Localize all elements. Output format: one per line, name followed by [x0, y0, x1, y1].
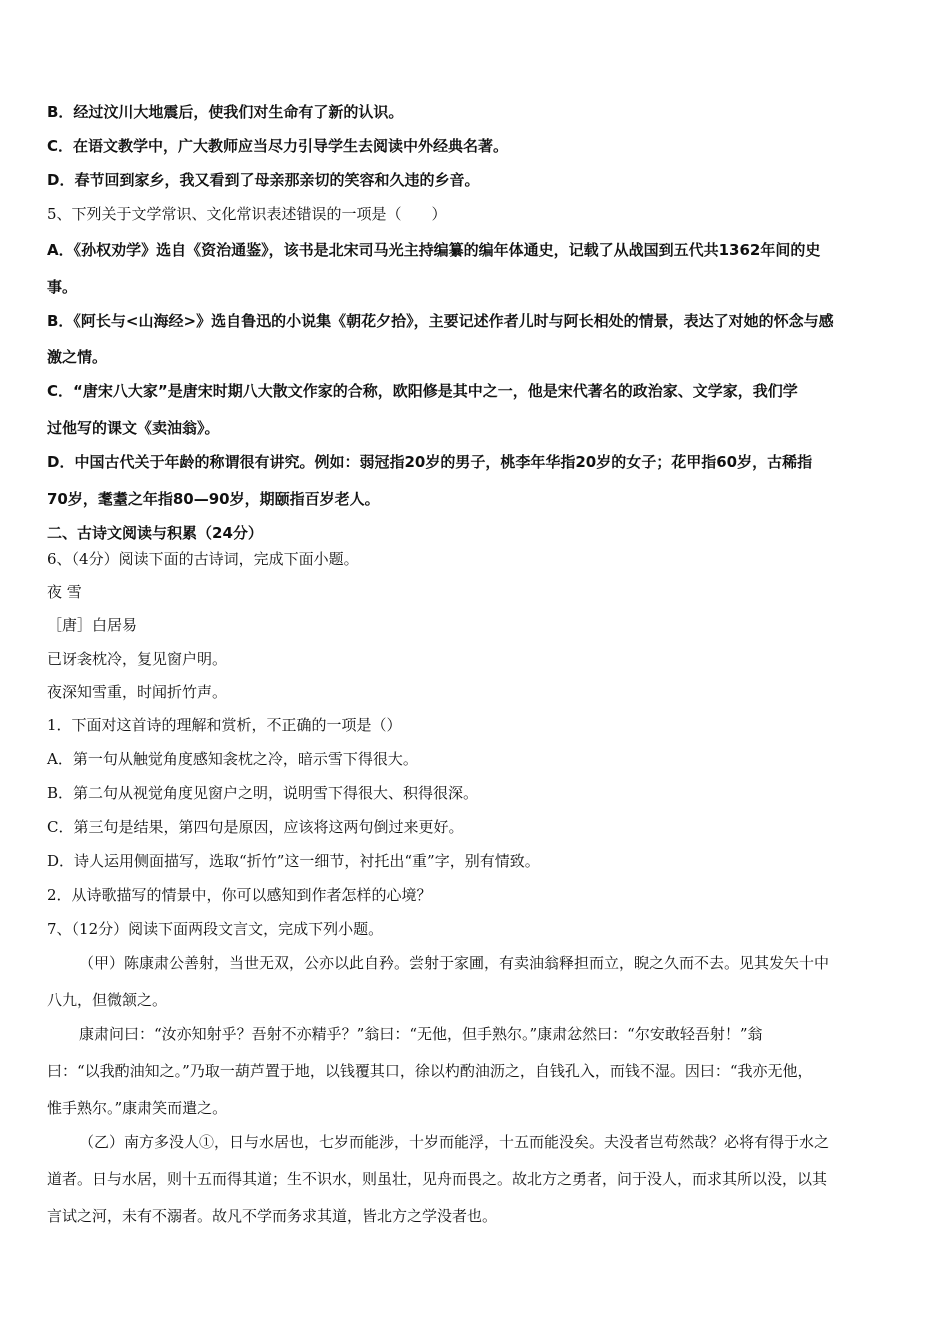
poem-line-2: 夜深知雪重，时闻折竹声。: [47, 683, 228, 701]
q6-option-b: B．第二句从视觉角度见窗户之明，说明雪下得很大、积得很深。: [47, 784, 479, 802]
q6-sub-question-2: 2．从诗歌描写的情景中，你可以感知到作者怎样的心境？: [47, 886, 432, 904]
passage-jia-line5: 惟手熟尔。”康肃笑而遣之。: [47, 1099, 228, 1117]
poem-title: 夜 雪: [47, 583, 82, 601]
passage-jia-line3: 康肃问曰：“汝亦知射乎？吾射不亦精乎？”翁曰：“无他，但手熟尔。”康肃忿然曰：“尔安敢轻吾射！”翁: [79, 1025, 763, 1043]
passage-yi-line1: （乙）南方多没人①，日与水居也，七岁而能涉，十岁而能浮，十五而能没矣。夫没者岂苟然哉？必将有得于水之: [79, 1133, 830, 1151]
q6-option-d: D．诗人运用侧面描写，选取“折竹”这一细节，衬托出“重”字，别有情致。: [47, 852, 540, 870]
q5-option-a-line2: 事。: [47, 278, 78, 296]
q6-sub-question-1: 1．下面对这首诗的理解和赏析，不正确的一项是（）: [47, 716, 402, 734]
q4-option-c: C．在语文教学中，广大教师应当尽力引导学生去阅读中外经典名著。: [47, 137, 509, 155]
q5-option-c-line1: C．“唐宋八大家”是唐宋时期八大散文作家的合称，欧阳修是其中之一，他是宋代著名的政治家、文学家，我们学: [47, 382, 798, 400]
passage-yi-line3: 言试之河，未有不溺者。故凡不学而务求其道，皆北方之学没者也。: [47, 1207, 498, 1225]
q4-option-d: D．春节回到家乡，我又看到了母亲那亲切的笑容和久违的乡音。: [47, 171, 480, 189]
q7-stem: 7、（12分）阅读下面两段文言文，完成下列小题。: [47, 920, 384, 938]
passage-jia-line4: 曰：“以我酌油知之。”乃取一葫芦置于地，以钱覆其口，徐以杓酌油沥之，自钱孔入，而钱不湿。因曰：“我亦无他，: [47, 1062, 813, 1080]
poem-author: ［唐］白居易: [47, 616, 138, 634]
q5-stem: 5、下列关于文学常识、文化常识表述错误的一项是（ ）: [47, 205, 447, 223]
section-2-title: 二、古诗文阅读与积累（24分）: [47, 524, 263, 542]
poem-line-1: 已讶衾枕冷，复见窗户明。: [47, 650, 228, 668]
q5-option-b-line1: B．《阿长与<山海经>》选自鲁迅的小说集《朝花夕拾》，主要记述作者儿时与阿长相处的情景，表达了对她的怀念与感: [47, 312, 834, 330]
q5-option-b-line2: 激之情。: [47, 348, 108, 366]
passage-yi-line2: 道者。日与水居，则十五而得其道；生不识水，则虽壮，见舟而畏之。故北方之勇者，问于没人，而求其所以没，以其: [47, 1170, 828, 1188]
passage-jia-line2: 八九，但微颔之。: [47, 991, 168, 1009]
q6-option-c: C．第三句是结果，第四句是原因，应该将这两句倒过来更好。: [47, 818, 464, 836]
q4-option-b: B．经过汶川大地震后，使我们对生命有了新的认识。: [47, 103, 404, 121]
passage-jia-line1: （甲）陈康肃公善射，当世无双，公亦以此自矜。尝射于家圃，有卖油翁释担而立，睨之久而不去。见其发矢十中: [79, 954, 830, 972]
q6-stem: 6、（4分）阅读下面的古诗词，完成下面小题。: [47, 550, 359, 568]
q5-option-d-line2: 70岁，耄耋之年指80—90岁，期颐指百岁老人。: [47, 490, 380, 508]
q6-option-a: A．第一句从触觉角度感知衾枕之冷，暗示雪下得很大。: [47, 750, 418, 768]
q5-option-c-line2: 过他写的课文《卖油翁》。: [47, 419, 220, 437]
q5-option-a-line1: A．《孙权劝学》选自《资治通鉴》，该书是北宋司马光主持编纂的编年体通史，记载了从战国到五代共1362年间的史: [47, 241, 821, 259]
q5-option-d-line1: D．中国古代关于年龄的称谓很有讲究。例如：弱冠指20岁的男子，桃李年华指20岁的女子；花甲指60岁，古稀指: [47, 453, 813, 471]
